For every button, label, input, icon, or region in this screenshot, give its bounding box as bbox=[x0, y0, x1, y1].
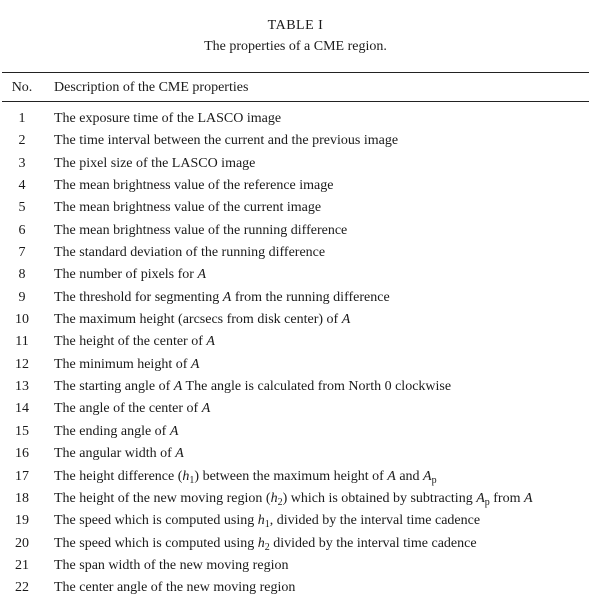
row-number: 14 bbox=[15, 401, 29, 417]
row-number: 11 bbox=[15, 334, 29, 350]
row-number: 16 bbox=[15, 446, 29, 462]
table-row bbox=[0, 131, 591, 153]
row-description bbox=[54, 332, 215, 352]
math-symbol: h bbox=[270, 490, 278, 506]
row-description bbox=[54, 221, 347, 241]
row-number: 5 bbox=[18, 200, 26, 216]
description-text: The mean brightness value of the reference image bbox=[54, 178, 334, 194]
table-header-row bbox=[0, 80, 591, 98]
row-description bbox=[54, 556, 288, 576]
math-symbol: A bbox=[197, 267, 207, 283]
row-number: 7 bbox=[18, 245, 26, 261]
math-symbol: A bbox=[169, 423, 179, 439]
math-symbol: A bbox=[175, 446, 184, 462]
row-description bbox=[54, 109, 281, 129]
row-description bbox=[54, 511, 480, 531]
row-number: 19 bbox=[15, 513, 29, 529]
math-symbol: A bbox=[222, 289, 232, 305]
row-description bbox=[54, 467, 437, 487]
table-row bbox=[0, 377, 591, 399]
description-text: The mean brightness value of the current image bbox=[54, 200, 322, 216]
table-header-rule bbox=[2, 101, 589, 102]
table-row bbox=[0, 355, 591, 377]
row-number: 20 bbox=[15, 535, 29, 551]
table-row bbox=[0, 198, 591, 220]
table-row bbox=[0, 489, 591, 511]
subscript: 2 bbox=[277, 496, 283, 508]
math-symbol: A bbox=[476, 490, 485, 506]
description-text: The speed which is computed using bbox=[54, 535, 258, 551]
row-description bbox=[54, 131, 398, 151]
description-text: The angle of the center of bbox=[54, 401, 202, 417]
description-text: The height of the new moving region ( bbox=[54, 490, 271, 506]
row-description bbox=[54, 422, 178, 442]
table-row bbox=[0, 288, 591, 310]
table-row bbox=[0, 109, 591, 131]
table-top-rule bbox=[2, 72, 589, 73]
row-description bbox=[54, 265, 206, 285]
row-number: 1 bbox=[18, 111, 26, 126]
description-text: The time interval between the current and the previous image bbox=[54, 133, 399, 149]
row-description bbox=[54, 176, 333, 196]
row-description bbox=[54, 377, 451, 397]
row-number: 3 bbox=[18, 155, 26, 171]
row-number: 4 bbox=[18, 178, 26, 194]
math-symbol: A bbox=[387, 468, 396, 484]
table-label: TABLE I bbox=[267, 18, 324, 33]
description-text: The span width of the new moving region bbox=[54, 557, 289, 573]
table-row bbox=[0, 310, 591, 332]
row-description bbox=[54, 288, 390, 308]
row-number: 6 bbox=[18, 222, 26, 238]
math-symbol: A bbox=[190, 356, 200, 372]
row-description bbox=[54, 578, 295, 598]
table-row bbox=[0, 332, 591, 354]
math-symbol: h bbox=[182, 468, 190, 484]
description-text: The angular width of bbox=[54, 446, 176, 462]
description-text: from bbox=[489, 490, 524, 506]
math-symbol: A bbox=[206, 334, 215, 350]
description-text: The maximum height (arcsecs from disk center) of bbox=[54, 312, 342, 328]
description-text: The ending angle of bbox=[54, 423, 170, 439]
row-description bbox=[54, 399, 210, 419]
table-row bbox=[0, 154, 591, 176]
table-row bbox=[0, 243, 591, 265]
row-description bbox=[54, 489, 533, 509]
math-symbol: h bbox=[257, 535, 265, 551]
description-text: The height difference ( bbox=[54, 468, 183, 484]
row-number: 12 bbox=[15, 356, 29, 372]
row-number: 9 bbox=[18, 289, 26, 305]
table-row bbox=[0, 422, 591, 444]
description-text: ) between the maximum height of bbox=[194, 468, 388, 484]
row-number: 13 bbox=[15, 379, 29, 395]
description-text: The number of pixels for bbox=[54, 267, 198, 283]
description-text: The threshold for segmenting bbox=[54, 289, 223, 305]
row-number: 2 bbox=[18, 133, 26, 149]
table-caption: The properties of a CME region. bbox=[204, 39, 387, 54]
math-symbol: h bbox=[257, 513, 265, 529]
row-description bbox=[54, 243, 325, 263]
description-text: The standard deviation of the running difference bbox=[54, 245, 326, 261]
description-text: The exposure time of the LASCO image bbox=[54, 111, 282, 126]
row-number: 17 bbox=[15, 468, 29, 484]
math-symbol: A bbox=[201, 401, 211, 417]
description-text: , divided by the interval time cadence bbox=[269, 513, 481, 529]
table-row bbox=[0, 511, 591, 533]
row-description bbox=[54, 534, 477, 554]
row-number: 21 bbox=[15, 557, 29, 573]
table-row bbox=[0, 556, 591, 578]
description-text: divided by the interval time cadence bbox=[269, 535, 477, 551]
row-number: 8 bbox=[18, 267, 26, 283]
subscript: 2 bbox=[264, 541, 270, 553]
table-body bbox=[0, 109, 591, 601]
description-text: and bbox=[395, 468, 424, 484]
description-text: from the running difference bbox=[231, 289, 390, 305]
description-text: The pixel size of the LASCO image bbox=[54, 155, 256, 171]
description-text: ) which is obtained by subtracting bbox=[282, 490, 477, 506]
row-number: 15 bbox=[15, 423, 29, 439]
subscript: p bbox=[431, 474, 437, 486]
row-description bbox=[54, 154, 255, 174]
table-row bbox=[0, 578, 591, 600]
subscript: 1 bbox=[264, 519, 270, 531]
header-description: Description of the CME properties bbox=[54, 80, 249, 95]
row-number: 22 bbox=[15, 580, 29, 596]
description-text: The angle is calculated from North 0 clockwise bbox=[182, 379, 452, 395]
math-symbol: A bbox=[173, 379, 183, 395]
table-row bbox=[0, 534, 591, 556]
subscript: 1 bbox=[189, 474, 195, 486]
description-text: The starting angle of bbox=[54, 379, 174, 395]
math-symbol: A bbox=[423, 468, 432, 484]
table-row bbox=[0, 444, 591, 466]
math-symbol: A bbox=[341, 312, 351, 328]
table-row bbox=[0, 265, 591, 287]
description-text: The height of the center of bbox=[54, 334, 207, 350]
description-text: The center angle of the new moving region bbox=[54, 580, 296, 596]
subscript: p bbox=[484, 496, 490, 508]
row-number: 18 bbox=[15, 490, 29, 506]
table-row bbox=[0, 221, 591, 243]
table-row bbox=[0, 176, 591, 198]
description-text: The minimum height of bbox=[54, 356, 191, 372]
row-description bbox=[54, 444, 184, 464]
description-text: The speed which is computed using bbox=[54, 513, 258, 529]
row-description bbox=[54, 310, 350, 330]
math-symbol: A bbox=[523, 490, 533, 506]
row-number: 10 bbox=[15, 312, 29, 328]
header-no: No. bbox=[11, 80, 33, 95]
description-text: The mean brightness value of the running difference bbox=[54, 222, 348, 238]
table-row bbox=[0, 467, 591, 489]
row-description bbox=[54, 198, 321, 218]
table-row bbox=[0, 399, 591, 421]
row-description bbox=[54, 355, 199, 375]
